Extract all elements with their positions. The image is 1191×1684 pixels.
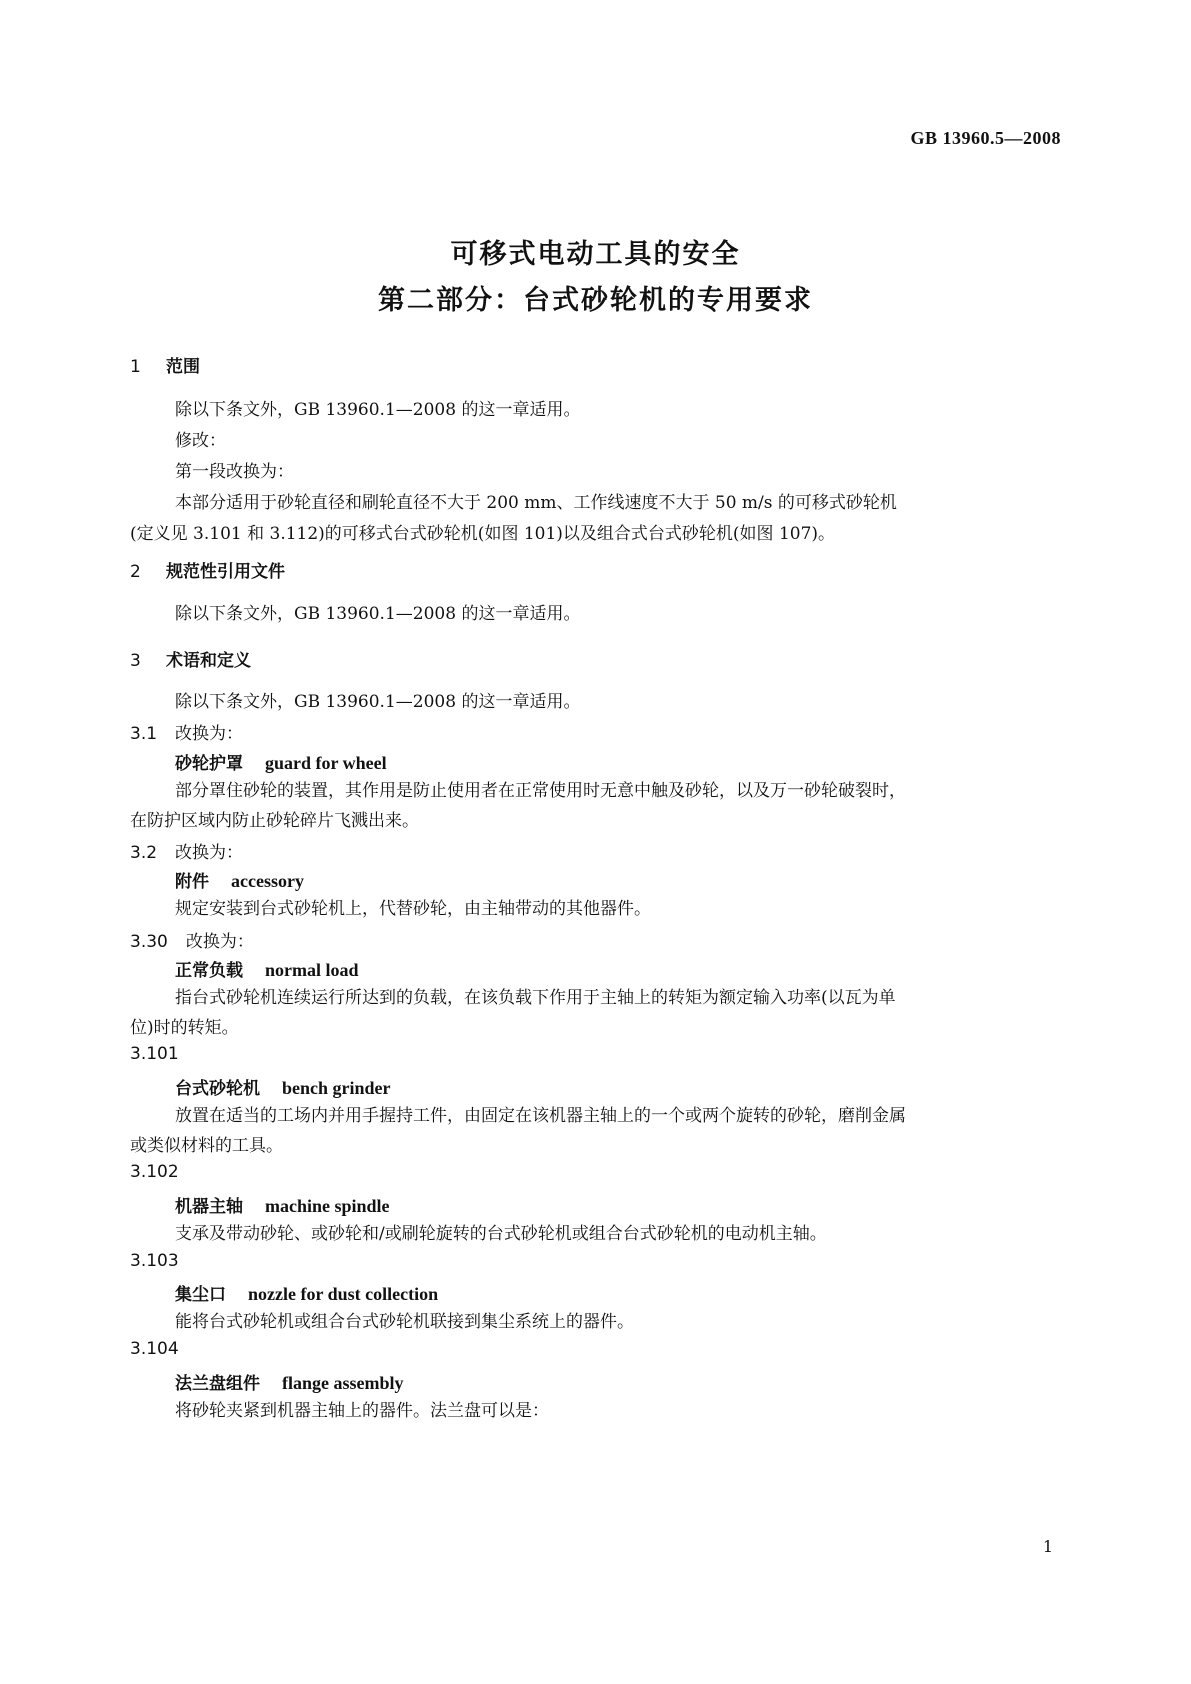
clause-3-102	[130, 1162, 179, 1182]
term-3-102-definition: 支承及带动砂轮、或砂轮和/或刷轮旋转的台式砂轮机或组合台式砂轮机的电动机主轴。	[175, 1224, 827, 1244]
section-3-heading	[130, 646, 251, 671]
section-number: 1	[130, 357, 141, 377]
term-3-1-definition-line1: 部分罩住砂轮的装置，其作用是防止使用者在正常使用时无意中触及砂轮，以及万一砂轮破裂时，	[175, 781, 906, 801]
term-english: nozzle for dust collection	[248, 1284, 439, 1304]
term-3-101-definition-line2: 或类似材料的工具。	[130, 1136, 283, 1156]
term-3-1-definition-line2: 在防护区域内防止砂轮碎片飞溅出来。	[130, 811, 419, 831]
section-number: 2	[130, 562, 141, 582]
term-flange-assembly	[175, 1369, 404, 1394]
document-title-line1: 可移式电动工具的安全	[450, 239, 741, 270]
term-3-30-definition-line1: 指台式砂轮机连续运行所达到的负载，在该负载下作用于主轴上的转矩为额定输入功率(以瓦为单	[175, 988, 896, 1008]
term-3-104-definition: 将砂轮夹紧到机器主轴上的器件。法兰盘可以是：	[175, 1401, 549, 1421]
term-chinese: 正常负载	[175, 961, 243, 981]
clause-3-30	[130, 927, 254, 952]
clause-number: 3.101	[130, 1044, 179, 1064]
clause-number: 3.103	[130, 1251, 179, 1271]
term-english: bench grinder	[282, 1078, 391, 1098]
clause-3-103	[130, 1251, 179, 1271]
section-title: 范围	[166, 357, 200, 377]
section-1-heading	[130, 352, 200, 377]
term-bench-grinder	[175, 1074, 391, 1099]
term-english: machine spindle	[265, 1196, 390, 1216]
clause-number: 3.2	[130, 843, 158, 863]
document-title-line2: 第二部分：台式砂轮机的专用要求	[378, 285, 813, 316]
term-english: guard for wheel	[265, 753, 387, 773]
clause-label: 改换为：	[175, 843, 244, 863]
section-3-paragraph-1: 除以下条文外，GB 13960.1—2008 的这一章适用。	[175, 692, 581, 712]
section-1-paragraph-3: 第一段改换为：	[175, 462, 294, 482]
term-normal-load	[175, 956, 359, 981]
section-2-paragraph-1: 除以下条文外，GB 13960.1—2008 的这一章适用。	[175, 604, 581, 624]
section-1-paragraph-4-line1: 本部分适用于砂轮直径和刷轮直径不大于 200 mm、工作线速度不大于 50 m/s 的可移式砂轮机	[175, 493, 897, 513]
term-nozzle-for-dust-collection	[175, 1280, 438, 1305]
term-chinese: 砂轮护罩	[175, 754, 243, 774]
clause-3-1	[130, 719, 243, 744]
clause-3-101	[130, 1044, 179, 1064]
section-1-paragraph-4-line2: (定义见 3.101 和 3.112)的可移式台式砂轮机(如图 101)以及组合式台式砂轮机(如图 107)。	[130, 524, 836, 544]
term-chinese: 法兰盘组件	[175, 1374, 260, 1394]
section-number: 3	[130, 651, 141, 671]
section-1-paragraph-1: 除以下条文外，GB 13960.1—2008 的这一章适用。	[175, 400, 581, 420]
term-chinese: 机器主轴	[175, 1197, 243, 1217]
term-3-101-definition-line1: 放置在适当的工场内并用手握持工件，由固定在该机器主轴上的一个或两个旋转的砂轮，磨削金属	[175, 1106, 906, 1126]
section-1-paragraph-2: 修改：	[175, 431, 226, 451]
term-3-103-definition: 能将台式砂轮机或组合台式砂轮机联接到集尘系统上的器件。	[175, 1312, 634, 1332]
clause-3-2	[130, 838, 243, 863]
term-english: normal load	[265, 960, 359, 980]
section-2-heading	[130, 557, 285, 582]
term-chinese: 台式砂轮机	[175, 1079, 260, 1099]
term-3-2-definition: 规定安装到台式砂轮机上，代替砂轮，由主轴带动的其他器件。	[175, 899, 651, 919]
page-number: 1	[1042, 1537, 1053, 1556]
clause-label: 改换为：	[185, 932, 254, 952]
term-accessory	[175, 867, 304, 892]
term-chinese: 附件	[175, 872, 209, 892]
clause-number: 3.102	[130, 1162, 179, 1182]
section-title: 术语和定义	[166, 651, 251, 671]
clause-label: 改换为：	[175, 724, 244, 744]
clause-number: 3.30	[130, 932, 168, 952]
term-3-30-definition-line2: 位)时的转矩。	[130, 1018, 239, 1038]
term-machine-spindle	[175, 1192, 390, 1217]
term-english: accessory	[231, 871, 304, 891]
clause-number: 3.1	[130, 724, 158, 744]
term-chinese: 集尘口	[175, 1285, 226, 1305]
term-english: flange assembly	[282, 1373, 404, 1393]
clause-3-104	[130, 1339, 179, 1359]
standard-code: GB 13960.5—2008	[910, 128, 1061, 148]
clause-number: 3.104	[130, 1339, 179, 1359]
term-guard-for-wheel	[175, 749, 387, 774]
section-title: 规范性引用文件	[166, 562, 285, 582]
